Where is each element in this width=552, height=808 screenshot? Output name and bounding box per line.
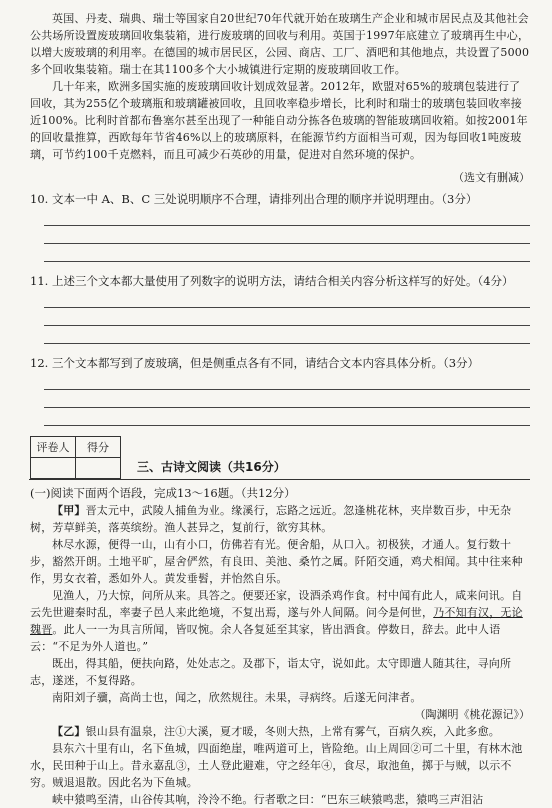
passage-jia-paragraph-5: 南阳刘子骥，高尚士也，闻之，欣然规往。未果，寻病终。后遂无问津者。: [52, 691, 422, 704]
underlined-sentence: 乃不知有汉，无论魏晋: [30, 606, 523, 636]
answer-line[interactable]: [44, 372, 530, 390]
passage-yi-text: 银山县有温泉，注①大溪，夏才暖，冬则大热，上常有雾气，百病久疾，入此多愈。: [85, 725, 501, 738]
answer-line[interactable]: [44, 244, 530, 262]
answer-line[interactable]: [44, 208, 530, 226]
score-table: [30, 436, 121, 479]
sub-heading: (一)阅读下面两个语段，完成13～16题。（共12分）: [30, 486, 296, 500]
passage-c-paragraph-2: 几十年来，欧洲多国实施的废玻璃回收计划成效显著。2012年，欧盟对65%的玻璃包装进行了回收，其为255亿个玻璃瓶和玻璃罐被回收，且回收率稳步增长，比利时和瑞士的玻璃包装回收率接近100%。比利时首都布鲁塞尔甚至出现了一种能自动分拣各色玻璃的智能玻璃回收箱。如按2001年的回收量推算，西欧每年节省46%以上的玻璃原料，在能源节约方面相当可观，因为每回收1吨废玻璃，可节约100千克燃料，而且可减少石英砂的用量，促进对自然环境的保护。: [30, 80, 528, 161]
passage-source-note: （选文有删减）: [453, 171, 530, 184]
answer-line[interactable]: [44, 390, 530, 408]
answer-line[interactable]: [44, 408, 530, 426]
answer-line[interactable]: [44, 290, 530, 308]
section-header: [30, 436, 530, 479]
question-11: [30, 272, 530, 344]
passage-jia-paragraph-2: 林尽水源，便得一山，山有小口，仿佛若有光。便舍船，从口入。初极狭，才通人。复行数十步，豁然开朗。土地平旷，屋舍俨然，有良田、美池、桑竹之属。阡陌交通，鸡犬相闻。其中往来种作，男女衣着，悉如外人。黄发垂髫，并怡然自乐。: [30, 538, 523, 585]
passage-yi-paragraph-1: [30, 723, 530, 740]
answer-line[interactable]: [44, 326, 530, 344]
section-title: 三、古诗文阅读（共16分）: [137, 460, 286, 474]
passage-jia-text: 见渔人，乃大惊，问所从来。具答之。便要还家，设酒杀鸡作食。村中闻有此人，咸来问讯。自云先世避秦时乱，率妻子邑人来此绝境，不复出焉，遂与外人间隔。问今是何世，: [30, 589, 523, 619]
answer-line[interactable]: [44, 308, 530, 326]
passage-jia-paragraph-1: [30, 502, 530, 536]
passage-yi-paragraph-3: 峡中猿鸣至清，山谷传其响，泠泠不绝。行者歌之曰：“巴东三峡猿鸣悲，猿鸣三声泪沾: [52, 793, 484, 806]
passage-jia-text: 晋太元中，武陵人捕鱼为业。缘溪行，忘路之远近。忽逢桃花林，夹岸数百步，中无杂树，芳草鲜美，落英缤纷。渔人甚异之，复前行，欲穷其林。: [30, 504, 512, 534]
passage-jia-citation: （陶渊明《桃花源记》）: [414, 708, 530, 721]
passage-jia-marker: 【甲】: [52, 504, 86, 517]
question-11-text: 11. 上述三个文本都大量使用了列数字的说明方法，请结合相关内容分析这样写的好处。（4分）: [30, 274, 514, 288]
passage-yi-paragraph-2: 县东六十里有山，名下鱼城，四面绝崖，唯两道可上，皆险绝。山上周回②可二十里，有林木池水，民田种于山上。昔永嘉乱③，土人登此避难，守之经年④，食尽，取池鱼，掷于与贼，以示不穷。贼退退散。因此名为下鱼城。: [30, 742, 523, 789]
section-divider: [29, 479, 530, 480]
question-10-text: 10. 文本一中 A、B、C 三处说明顺序不合理，请排列出合理的顺序并说明理由。（3分）: [30, 192, 478, 206]
score-cell[interactable]: [76, 458, 121, 479]
answer-line[interactable]: [44, 226, 530, 244]
grader-label: 评卷人: [31, 437, 76, 458]
question-12-text: 12. 三个文本都写到了废玻璃，但是侧重点各有不同，请结合文本内容具体分析。（3分）: [30, 356, 480, 370]
grader-cell[interactable]: [31, 458, 76, 479]
question-12: [30, 354, 530, 426]
passage-yi-marker: 【乙】: [52, 725, 86, 738]
passage-c-paragraph-1: 英国、丹麦、瑞典、瑞士等国家自20世纪70年代就开始在玻璃生产企业和城市居民点及其他社会公共场所设置废玻璃回收集装箱，进行废玻璃的回收与利用。英国于1997年底建立了玻璃再生中心，以增大废玻璃的利用率。在德国的城市居民区，公园、商店、工厂、酒吧和其他地点，共设置了5000多个回收集装箱。瑞士在其1100多个大小城镇进行定期的废玻璃回收工作。: [30, 12, 530, 76]
passage-jia-paragraph-3: [30, 587, 530, 655]
score-label: 得分: [76, 437, 121, 458]
passage-jia-text: 。此人一一为具言所闻，皆叹惋。余人各复延至其家，皆出酒食。停数日，辞去。此中人语云：“不足为外人道也。”: [30, 623, 501, 653]
passage-jia-paragraph-4: 既出，得其船，便扶向路，处处志之。及郡下，诣太守，说如此。太守即遣人随其往，寻向所志，遂迷，不复得路。: [30, 657, 512, 687]
question-10: [30, 190, 530, 262]
